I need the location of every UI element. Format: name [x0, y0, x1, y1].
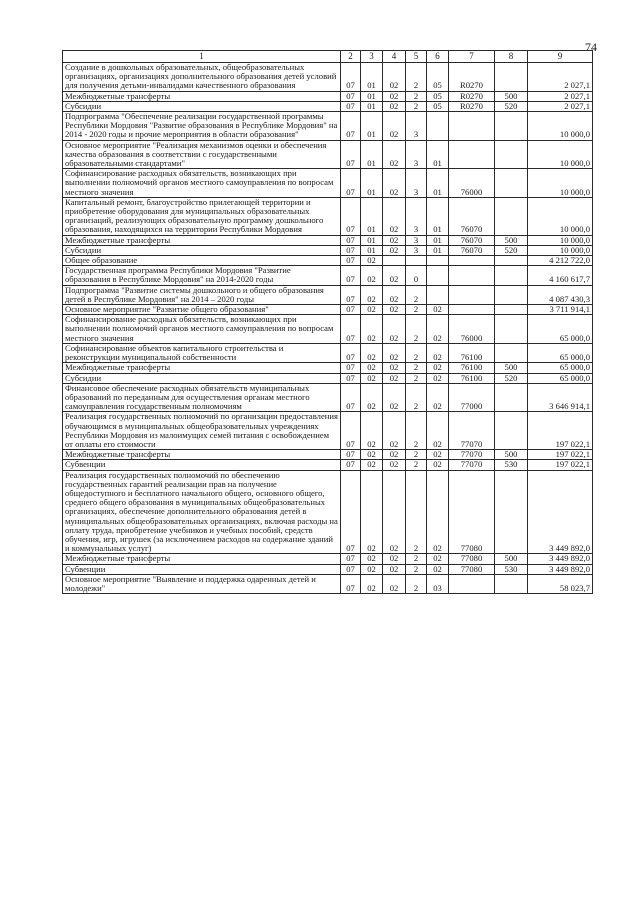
subprogram-code-cell: 2 — [406, 383, 427, 412]
measure-code-cell: 02 — [427, 363, 449, 373]
amount-cell: 10 000,0 — [528, 245, 593, 255]
program-code-cell: 02 — [383, 373, 406, 383]
measure-code-cell: 02 — [427, 450, 449, 460]
measure-code-cell: 03 — [427, 574, 449, 593]
subprogram-code-cell: 3 — [406, 140, 427, 169]
row-name-cell: Софинансирование расходных обязательств, возникающих при выполнении полномочий органов местного самоуправления по вопросам местного значения — [63, 169, 341, 198]
section-code-cell: 07 — [341, 315, 361, 344]
measure-code-cell: 02 — [427, 460, 449, 470]
amount-cell: 65 000,0 — [528, 373, 593, 383]
measure-code-cell: 02 — [427, 412, 449, 450]
measure-code-cell: 01 — [427, 235, 449, 245]
expense-type-code-cell — [495, 169, 528, 198]
amount-cell: 65 000,0 — [528, 315, 593, 344]
subsection-code-cell: 02 — [361, 554, 383, 564]
subprogram-code-cell: 2 — [406, 412, 427, 450]
measure-code-cell — [427, 266, 449, 285]
expense-type-code-cell — [495, 470, 528, 554]
measure-code-cell: 01 — [427, 245, 449, 255]
program-code-cell: 02 — [383, 554, 406, 564]
table-row — [63, 305, 593, 315]
expense-type-code-cell: 500 — [495, 363, 528, 373]
subsection-code-cell: 01 — [361, 112, 383, 141]
subsection-code-cell: 02 — [361, 373, 383, 383]
expense-type-code-cell — [495, 197, 528, 235]
target-code-cell: 77070 — [449, 412, 495, 450]
expense-type-code-cell: 500 — [495, 554, 528, 564]
table-row — [63, 266, 593, 285]
subsection-code-cell: 01 — [361, 235, 383, 245]
program-code-cell — [383, 256, 406, 266]
subsection-code-cell: 02 — [361, 470, 383, 554]
amount-cell: 3 449 892,0 — [528, 470, 593, 554]
header-cell: 2 — [341, 51, 361, 63]
program-code-cell: 02 — [383, 564, 406, 574]
measure-code-cell: 02 — [427, 305, 449, 315]
target-code-cell — [449, 112, 495, 141]
header-cell: 3 — [361, 51, 383, 63]
table-row — [63, 373, 593, 383]
program-code-cell: 02 — [383, 363, 406, 373]
row-name-cell: Субвенции — [63, 564, 341, 574]
target-code-cell: 77000 — [449, 383, 495, 412]
subprogram-code-cell: 2 — [406, 554, 427, 564]
section-code-cell: 07 — [341, 554, 361, 564]
subsection-code-cell: 02 — [361, 564, 383, 574]
header-cell: 5 — [406, 51, 427, 63]
section-code-cell: 07 — [341, 564, 361, 574]
expense-type-code-cell: 530 — [495, 564, 528, 574]
row-name-cell: Реализация государственных полномочий по организации предоставления обучающимся в муниципальных общеобразовательных учреждениях Республики Мордовия из малоимущих семей питания с освобождением от оплаты его стоимости — [63, 412, 341, 450]
section-code-cell: 07 — [341, 169, 361, 198]
expense-type-code-cell — [495, 140, 528, 169]
subprogram-code-cell: 0 — [406, 266, 427, 285]
table-row — [63, 343, 593, 362]
header-row — [63, 51, 593, 63]
subprogram-code-cell: 2 — [406, 373, 427, 383]
subsection-code-cell: 02 — [361, 343, 383, 362]
target-code-cell: 77080 — [449, 564, 495, 574]
amount-cell: 197 022,1 — [528, 412, 593, 450]
target-code-cell: 76070 — [449, 197, 495, 235]
measure-code-cell — [427, 256, 449, 266]
section-code-cell: 07 — [341, 450, 361, 460]
expense-type-code-cell: 520 — [495, 101, 528, 111]
section-code-cell: 07 — [341, 373, 361, 383]
measure-code-cell — [427, 285, 449, 304]
target-code-cell — [449, 305, 495, 315]
row-name-cell: Общее образование — [63, 256, 341, 266]
subprogram-code-cell: 2 — [406, 343, 427, 362]
table-row — [63, 256, 593, 266]
program-code-cell: 02 — [383, 91, 406, 101]
section-code-cell: 07 — [341, 245, 361, 255]
program-code-cell: 02 — [383, 245, 406, 255]
table-row — [63, 101, 593, 111]
subsection-code-cell: 02 — [361, 285, 383, 304]
amount-cell: 4 212 722,0 — [528, 256, 593, 266]
header-cell: 9 — [528, 51, 593, 63]
amount-cell: 2 027,1 — [528, 63, 593, 92]
program-code-cell: 02 — [383, 450, 406, 460]
subprogram-code-cell: 2 — [406, 285, 427, 304]
expense-type-code-cell: 520 — [495, 373, 528, 383]
expense-type-code-cell: 500 — [495, 450, 528, 460]
target-code-cell: 77080 — [449, 554, 495, 564]
row-name-cell: Субвенции — [63, 460, 341, 470]
expense-type-code-cell — [495, 112, 528, 141]
expense-type-code-cell: 500 — [495, 91, 528, 101]
subsection-code-cell: 01 — [361, 140, 383, 169]
amount-cell: 10 000,0 — [528, 112, 593, 141]
expense-type-code-cell: 520 — [495, 245, 528, 255]
measure-code-cell: 02 — [427, 554, 449, 564]
section-code-cell: 07 — [341, 383, 361, 412]
program-code-cell: 02 — [383, 63, 406, 92]
subsection-code-cell: 01 — [361, 245, 383, 255]
row-name-cell: Подпрограмма "Развитие системы дошкольного и общего образования детей в Республике Мордовия" на 2014 – 2020 годы — [63, 285, 341, 304]
subprogram-code-cell: 2 — [406, 91, 427, 101]
table-row — [63, 554, 593, 564]
measure-code-cell: 01 — [427, 197, 449, 235]
row-name-cell: Субсидии — [63, 101, 341, 111]
subprogram-code-cell: 3 — [406, 235, 427, 245]
section-code-cell: 07 — [341, 235, 361, 245]
measure-code-cell: 05 — [427, 91, 449, 101]
program-code-cell: 02 — [383, 285, 406, 304]
subprogram-code-cell: 2 — [406, 315, 427, 344]
subsection-code-cell: 02 — [361, 266, 383, 285]
amount-cell: 10 000,0 — [528, 140, 593, 169]
subprogram-code-cell: 2 — [406, 564, 427, 574]
subprogram-code-cell: 2 — [406, 363, 427, 373]
section-code-cell: 07 — [341, 63, 361, 92]
measure-code-cell: 01 — [427, 140, 449, 169]
amount-cell: 58 023,7 — [528, 574, 593, 593]
target-code-cell — [449, 140, 495, 169]
table-row — [63, 63, 593, 92]
section-code-cell: 07 — [341, 574, 361, 593]
row-name-cell: Основное мероприятие "Реализация механизмов оценки и обеспечения качества образования в соответствии с государственными образовательными стандартами" — [63, 140, 341, 169]
measure-code-cell: 02 — [427, 373, 449, 383]
amount-cell: 10 000,0 — [528, 197, 593, 235]
amount-cell: 10 000,0 — [528, 235, 593, 245]
amount-cell: 4 160 617,7 — [528, 266, 593, 285]
row-name-cell: Подпрограмма "Обеспечение реализации государственной программы Республики Мордовия "Развитие образования в Республике Мордовия" на 2014 - 2020 годы и прочие мероприятия в области образования" — [63, 112, 341, 141]
target-code-cell: 77070 — [449, 460, 495, 470]
program-code-cell: 02 — [383, 235, 406, 245]
header-cell: 6 — [427, 51, 449, 63]
expense-type-code-cell — [495, 285, 528, 304]
subprogram-code-cell: 2 — [406, 460, 427, 470]
program-code-cell: 02 — [383, 343, 406, 362]
subprogram-code-cell: 3 — [406, 169, 427, 198]
row-name-cell: Софинансирование объектов капитального строительства и реконструкции муниципальной собственности — [63, 343, 341, 362]
target-code-cell: 76070 — [449, 235, 495, 245]
program-code-cell: 02 — [383, 305, 406, 315]
row-name-cell: Субсидии — [63, 373, 341, 383]
expense-type-code-cell — [495, 574, 528, 593]
target-code-cell: R0270 — [449, 101, 495, 111]
row-name-cell: Межбюджетные трансферты — [63, 91, 341, 101]
measure-code-cell: 02 — [427, 564, 449, 574]
target-code-cell — [449, 285, 495, 304]
amount-cell: 65 000,0 — [528, 343, 593, 362]
table-row — [63, 245, 593, 255]
subprogram-code-cell: 3 — [406, 112, 427, 141]
subsection-code-cell: 02 — [361, 305, 383, 315]
row-name-cell: Финансовое обеспечение расходных обязательств муниципальных образований по переданным для осуществления органам местного самоуправления государственным полномочиям — [63, 383, 341, 412]
row-name-cell: Межбюджетные трансферты — [63, 235, 341, 245]
target-code-cell: 76100 — [449, 363, 495, 373]
subprogram-code-cell: 2 — [406, 101, 427, 111]
amount-cell: 3 646 914,1 — [528, 383, 593, 412]
target-code-cell: 76100 — [449, 373, 495, 383]
program-code-cell: 02 — [383, 460, 406, 470]
target-code-cell: 76070 — [449, 245, 495, 255]
expense-type-code-cell — [495, 63, 528, 92]
expense-type-code-cell — [495, 383, 528, 412]
subprogram-code-cell: 2 — [406, 450, 427, 460]
table-row — [63, 169, 593, 198]
subsection-code-cell: 01 — [361, 63, 383, 92]
row-name-cell: Субсидии — [63, 245, 341, 255]
amount-cell: 65 000,0 — [528, 363, 593, 373]
table-row — [63, 140, 593, 169]
subprogram-code-cell: 2 — [406, 305, 427, 315]
section-code-cell: 07 — [341, 470, 361, 554]
subsection-code-cell: 01 — [361, 101, 383, 111]
program-code-cell: 02 — [383, 574, 406, 593]
amount-cell: 2 027,1 — [528, 101, 593, 111]
subprogram-code-cell: 3 — [406, 245, 427, 255]
row-name-cell: Создание в дошкольных образовательных, общеобразовательных организациях, организациях дополнительного образования детей условий для получения детьми-инвалидами качественного образования — [63, 63, 341, 92]
table-row — [63, 197, 593, 235]
table-row — [63, 235, 593, 245]
program-code-cell: 02 — [383, 412, 406, 450]
measure-code-cell — [427, 112, 449, 141]
table-row — [63, 574, 593, 593]
subprogram-code-cell: 2 — [406, 574, 427, 593]
table-row — [63, 564, 593, 574]
table-row — [63, 383, 593, 412]
program-code-cell: 02 — [383, 470, 406, 554]
subsection-code-cell: 02 — [361, 315, 383, 344]
budget-table — [62, 50, 593, 594]
target-code-cell: 77080 — [449, 470, 495, 554]
target-code-cell: 76000 — [449, 169, 495, 198]
header-cell: 1 — [63, 51, 341, 63]
subprogram-code-cell: 2 — [406, 470, 427, 554]
program-code-cell: 02 — [383, 266, 406, 285]
section-code-cell: 07 — [341, 140, 361, 169]
table-row — [63, 412, 593, 450]
target-code-cell: R0270 — [449, 91, 495, 101]
row-name-cell: Межбюджетные трансферты — [63, 363, 341, 373]
amount-cell: 3 449 892,0 — [528, 564, 593, 574]
subsection-code-cell: 02 — [361, 412, 383, 450]
subsection-code-cell: 02 — [361, 363, 383, 373]
table-row — [63, 315, 593, 344]
subsection-code-cell: 01 — [361, 169, 383, 198]
row-name-cell: Межбюджетные трансферты — [63, 554, 341, 564]
amount-cell: 3 711 914,1 — [528, 305, 593, 315]
target-code-cell — [449, 256, 495, 266]
page-number: 74 — [585, 40, 597, 54]
expense-type-code-cell — [495, 266, 528, 285]
expense-type-code-cell — [495, 343, 528, 362]
program-code-cell: 02 — [383, 315, 406, 344]
table-row — [63, 460, 593, 470]
section-code-cell: 07 — [341, 256, 361, 266]
row-name-cell: Государственная программа Республики Мордовия "Развитие образования в Республике Мордовия" на 2014-2020 годы — [63, 266, 341, 285]
measure-code-cell: 02 — [427, 383, 449, 412]
target-code-cell: 76000 — [449, 315, 495, 344]
amount-cell: 197 022,1 — [528, 460, 593, 470]
measure-code-cell: 02 — [427, 343, 449, 362]
row-name-cell: Капитальный ремонт, благоустройство прилегающей территории и приобретение оборудования для муниципальных образовательных организаций, реализующих образовательную программу дошкольного образования, находящихся на территории Республики Мордовия — [63, 197, 341, 235]
expense-type-code-cell — [495, 412, 528, 450]
row-name-cell: Реализация государственных полномочий по обеспечению государственных гарантий реализации прав на получение общедоступного и бесплатного начального общего, основного общего, среднего общего образования в муниципальных общеобразовательных организациях, обеспечение дополнительного образования детей в муниципальных общеобразовательных организациях, включая расходы на оплату труда, приобретение учебников и учебных пособий, средств обучения, игр, игрушек (за исключением расходов на содержание зданий и коммунальных услуг) — [63, 470, 341, 554]
row-name-cell: Софинансирование расходных обязательств, возникающих при выполнении полномочий органов местного самоуправления по вопросам местного значения — [63, 315, 341, 344]
program-code-cell: 02 — [383, 101, 406, 111]
section-code-cell: 07 — [341, 460, 361, 470]
measure-code-cell: 01 — [427, 169, 449, 198]
header-cell: 4 — [383, 51, 406, 63]
amount-cell: 2 027,1 — [528, 91, 593, 101]
subsection-code-cell: 02 — [361, 383, 383, 412]
table-row — [63, 112, 593, 141]
measure-code-cell: 05 — [427, 101, 449, 111]
table-row — [63, 470, 593, 554]
section-code-cell: 07 — [341, 343, 361, 362]
subsection-code-cell: 01 — [361, 197, 383, 235]
subsection-code-cell: 02 — [361, 574, 383, 593]
subprogram-code-cell: 2 — [406, 63, 427, 92]
table-row — [63, 450, 593, 460]
amount-cell: 3 449 892,0 — [528, 554, 593, 564]
target-code-cell: R0270 — [449, 63, 495, 92]
section-code-cell: 07 — [341, 266, 361, 285]
section-code-cell: 07 — [341, 91, 361, 101]
expense-type-code-cell — [495, 315, 528, 344]
target-code-cell — [449, 574, 495, 593]
measure-code-cell: 02 — [427, 315, 449, 344]
expense-type-code-cell: 500 — [495, 235, 528, 245]
header-cell: 8 — [495, 51, 528, 63]
amount-cell: 197 022,1 — [528, 450, 593, 460]
row-name-cell: Межбюджетные трансферты — [63, 450, 341, 460]
table-row — [63, 363, 593, 373]
header-cell: 7 — [449, 51, 495, 63]
subsection-code-cell: 02 — [361, 256, 383, 266]
row-name-cell: Основное мероприятие "Развитие общего образования" — [63, 305, 341, 315]
program-code-cell: 02 — [383, 383, 406, 412]
program-code-cell: 02 — [383, 169, 406, 198]
expense-type-code-cell — [495, 256, 528, 266]
amount-cell: 10 000,0 — [528, 169, 593, 198]
section-code-cell: 07 — [341, 101, 361, 111]
row-name-cell: Основное мероприятие "Выявление и поддержка одаренных детей и молодежи" — [63, 574, 341, 593]
subprogram-code-cell — [406, 256, 427, 266]
measure-code-cell: 02 — [427, 470, 449, 554]
section-code-cell: 07 — [341, 363, 361, 373]
section-code-cell: 07 — [341, 197, 361, 235]
subprogram-code-cell: 3 — [406, 197, 427, 235]
target-code-cell: 77070 — [449, 450, 495, 460]
subsection-code-cell: 02 — [361, 460, 383, 470]
measure-code-cell: 05 — [427, 63, 449, 92]
subsection-code-cell: 02 — [361, 450, 383, 460]
section-code-cell: 07 — [341, 305, 361, 315]
program-code-cell: 02 — [383, 140, 406, 169]
table-row — [63, 285, 593, 304]
program-code-cell: 02 — [383, 112, 406, 141]
target-code-cell — [449, 266, 495, 285]
program-code-cell: 02 — [383, 197, 406, 235]
expense-type-code-cell: 530 — [495, 460, 528, 470]
target-code-cell: 76100 — [449, 343, 495, 362]
section-code-cell: 07 — [341, 112, 361, 141]
section-code-cell: 07 — [341, 412, 361, 450]
subsection-code-cell: 01 — [361, 91, 383, 101]
table-row — [63, 91, 593, 101]
expense-type-code-cell — [495, 305, 528, 315]
section-code-cell: 07 — [341, 285, 361, 304]
amount-cell: 4 087 430,3 — [528, 285, 593, 304]
